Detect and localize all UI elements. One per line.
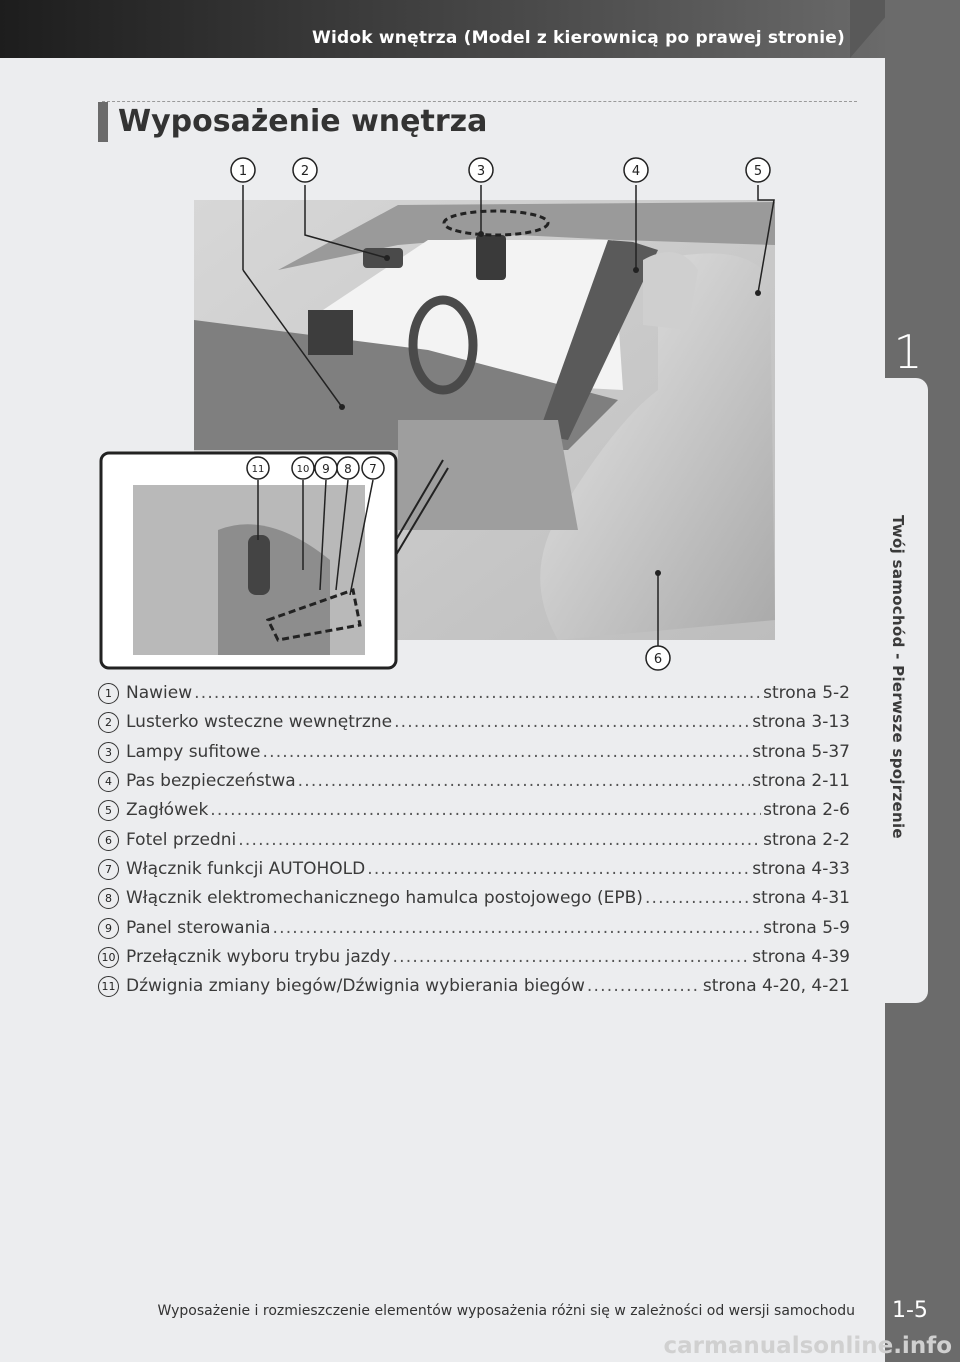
leader-dots [394, 708, 750, 737]
item-number: 3 [98, 742, 119, 763]
item-label: Dźwignia zmiany biegów/Dźwignia wybierania biegów [126, 976, 585, 997]
item-label: Pas bezpieczeństwa [126, 771, 296, 792]
item-number: 10 [98, 947, 119, 968]
item-number: 2 [98, 712, 119, 733]
item-number: 8 [98, 888, 119, 909]
callout-3: 3 [476, 164, 486, 179]
list-item[interactable] [98, 913, 850, 942]
item-number: 6 [98, 830, 119, 851]
callout-8-marker [337, 457, 359, 479]
callout-4-marker [624, 158, 648, 182]
list-item[interactable] [98, 738, 850, 767]
leader-dots [298, 767, 751, 796]
headrest [643, 252, 698, 330]
callout-1-marker [231, 158, 255, 182]
page-reference-link[interactable]: strona 2-11 [752, 771, 850, 792]
leader-dots [645, 884, 750, 913]
list-item[interactable] [98, 679, 850, 708]
callout-9: 9 [322, 462, 330, 476]
callout-7-marker [362, 457, 384, 479]
callout-10-marker [292, 457, 314, 479]
section-title: Wyposażenie wnętrza [118, 104, 488, 139]
page-number: 1-5 [892, 1298, 928, 1323]
callout-6: 6 [653, 652, 663, 667]
page-reference-link[interactable]: strona 5-2 [763, 683, 850, 704]
list-item[interactable] [98, 855, 850, 884]
item-label: Panel sterowania [126, 917, 271, 938]
callout-1: 1 [238, 164, 248, 179]
watermark: carmanualsonline.info [663, 1333, 952, 1359]
item-label: Zagłówek [126, 800, 209, 821]
page-reference-link[interactable]: strona 5-37 [752, 741, 850, 762]
callout-2: 2 [300, 164, 310, 179]
equipment-list [98, 679, 850, 1001]
page-reference-link[interactable]: strona 2-2 [763, 829, 850, 850]
page-reference-link[interactable]: strona 4-39 [752, 946, 850, 967]
callout-11: 11 [251, 464, 265, 475]
chapter-number: 1 [893, 325, 923, 379]
page-reference-link[interactable]: strona 2-6 [763, 800, 850, 821]
callout-7: 7 [369, 462, 377, 476]
item-label: Włącznik elektromechanicznego hamulca postojowego (EPB) [126, 888, 643, 909]
center-console [398, 420, 578, 530]
item-label: Lusterko wsteczne wewnętrzne [126, 712, 393, 733]
list-item[interactable] [98, 767, 850, 796]
leader-dots [273, 914, 762, 943]
leader-dots [587, 972, 701, 1001]
item-label: Przełącznik wyboru trybu jazdy [126, 946, 391, 967]
center-screen [308, 310, 353, 355]
callout-6-marker [646, 646, 670, 670]
page-header-title: Widok wnętrza (Model z kierownicą po prawej stronie) [312, 28, 845, 48]
list-item[interactable] [98, 943, 850, 972]
item-number: 9 [98, 918, 119, 939]
callout-2-marker [293, 158, 317, 182]
callout-8: 8 [344, 462, 352, 476]
title-accent-bar [98, 102, 108, 142]
list-item[interactable] [98, 796, 850, 825]
item-label: Włącznik funkcji AUTOHOLD [126, 858, 366, 879]
item-number: 5 [98, 800, 119, 821]
item-label: Fotel przedni [126, 829, 237, 850]
leader-dots [367, 855, 750, 884]
footer-note: Wyposażenie i rozmieszczenie elementów wyposażenia różni się w zależności od wersji samochodu [157, 1303, 855, 1319]
page-reference-link[interactable]: strona 5-9 [763, 917, 850, 938]
list-item[interactable] [98, 825, 850, 854]
rearview-mirror [363, 248, 403, 268]
overhead-console [476, 235, 506, 280]
callout-5-marker [746, 158, 770, 182]
page-reference-link[interactable]: strona 4-33 [752, 858, 850, 879]
callout-10: 10 [296, 464, 310, 475]
item-number: 11 [98, 976, 119, 997]
section-divider [102, 101, 857, 102]
list-item[interactable] [98, 708, 850, 737]
page-reference-link[interactable]: strona 4-31 [752, 888, 850, 909]
leader-dots [393, 943, 751, 972]
item-label: Nawiew [126, 683, 193, 704]
callout-4: 4 [631, 164, 641, 179]
leader-dots [210, 796, 761, 825]
page-reference-link[interactable]: strona 3-13 [752, 712, 850, 733]
chapter-title: Twój samochód - Pierwsze spojrzenie [889, 515, 907, 839]
item-label: Lampy sufitowe [126, 741, 261, 762]
callout-11-marker [247, 457, 269, 479]
callout-3-marker [469, 158, 493, 182]
list-item[interactable] [98, 972, 850, 1001]
interior-illustration [98, 150, 888, 680]
leader-dots [194, 679, 761, 708]
item-number: 7 [98, 859, 119, 880]
list-item[interactable] [98, 884, 850, 913]
item-number: 1 [98, 683, 119, 704]
callout-9-marker [315, 457, 337, 479]
leader-dots [262, 738, 750, 767]
leader-dots [238, 826, 761, 855]
item-number: 4 [98, 771, 119, 792]
page-reference-link[interactable]: strona 4-20, 4-21 [702, 976, 850, 997]
callout-5: 5 [753, 164, 763, 179]
